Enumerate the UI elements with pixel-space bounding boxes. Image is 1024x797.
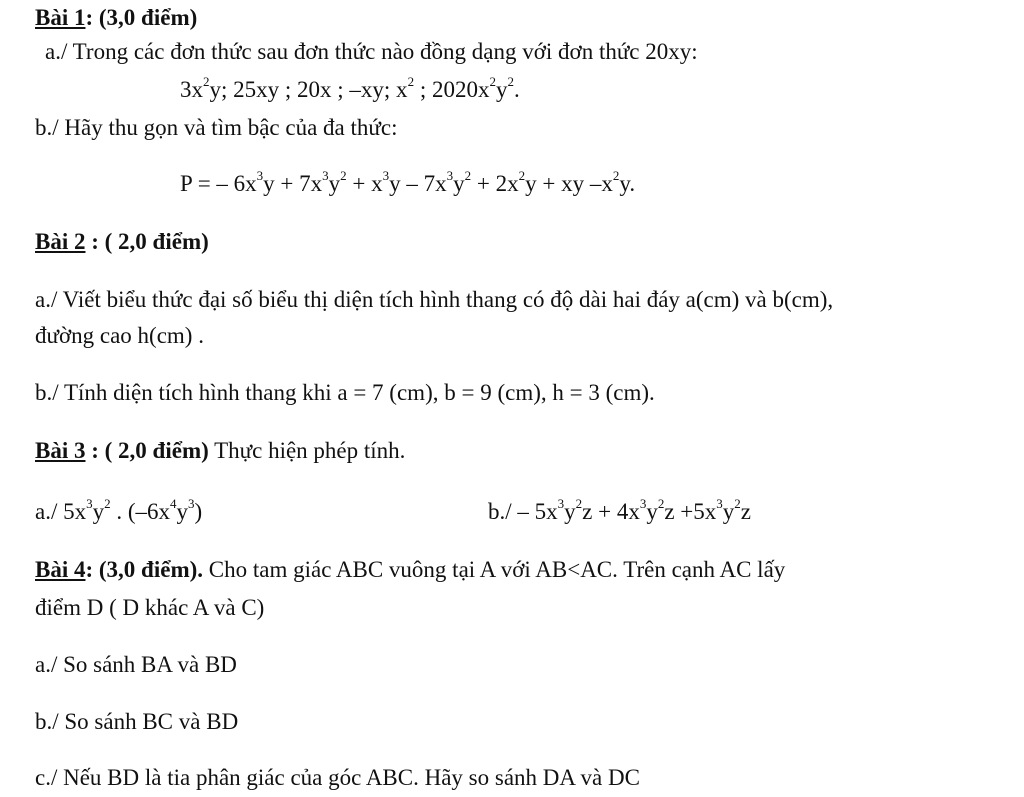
bai4-title: Bài 4 (35, 557, 86, 582)
bai3-heading (35, 437, 405, 465)
bai4-heading (35, 556, 785, 584)
bai2-title: Bài 2 (35, 229, 86, 254)
bai1-heading (35, 4, 197, 32)
bai4-question-a: a./ So sánh BA và BD (35, 652, 237, 677)
bai4-intro-line2: điểm D ( D khác A và C) (35, 595, 265, 620)
bai3-title: Bài 3 (35, 438, 86, 463)
bai2-question-b: b./ Tính diện tích hình thang khi a = 7 (cm), b = 9 (cm), h = 3 (cm). (35, 380, 655, 405)
bai4-intro: Cho tam giác ABC vuông tại A với AB<AC. Trên cạnh AC lấy (203, 557, 786, 582)
bai4-score: : (3,0 điểm). (85, 557, 204, 582)
bai4-question-c: c./ Nếu BD là tia phân giác của góc ABC. Hãy so sánh DA và DC (35, 765, 640, 790)
bai1-monomial-list: $3x^2y$; 25xy ; 20x ; –xy; $x^2$ ; $2020x^2y^2$. (180, 74, 520, 102)
bai1-question-b: b./ Hãy thu gọn và tìm bậc của đa thức: (35, 115, 398, 140)
bai2-question-a-line2: đường cao h(cm) . (35, 323, 204, 348)
bai2-heading (35, 228, 209, 256)
bai3-question-b: $b./ - 5x^3y^2z + 4x^3y^2z +5x^3y^2z$ (488, 496, 751, 524)
bai2-score: : ( 2,0 điểm) (85, 229, 209, 254)
bai3-score: : ( 2,0 điểm) (85, 438, 209, 463)
bai1-title: Bài 1 (35, 5, 86, 30)
bai1-polynomial: P = – $6x^3y + 7x^3y^2 + x^3y - 7x^3y^2 + 2x^2y$ + xy $-x^2y$. (180, 168, 636, 196)
bai1-question-a: a./ Trong các đơn thức sau đơn thức nào đồng dạng với đơn thức 20xy: (45, 39, 698, 64)
bai1-score: : (3,0 điểm) (85, 5, 198, 30)
bai4-question-b: b./ So sánh BC và BD (35, 709, 239, 734)
bai3-question-a: a./ $5x^3y^2$ . $(-6x^4y^3)$ (35, 496, 203, 524)
bai3-intro: Thực hiện phép tính. (208, 438, 406, 463)
bai2-question-a-line1: a./ Viết biểu thức đại số biểu thị diện tích hình thang có độ dài hai đáy a(cm) và b(cm), (35, 287, 834, 312)
